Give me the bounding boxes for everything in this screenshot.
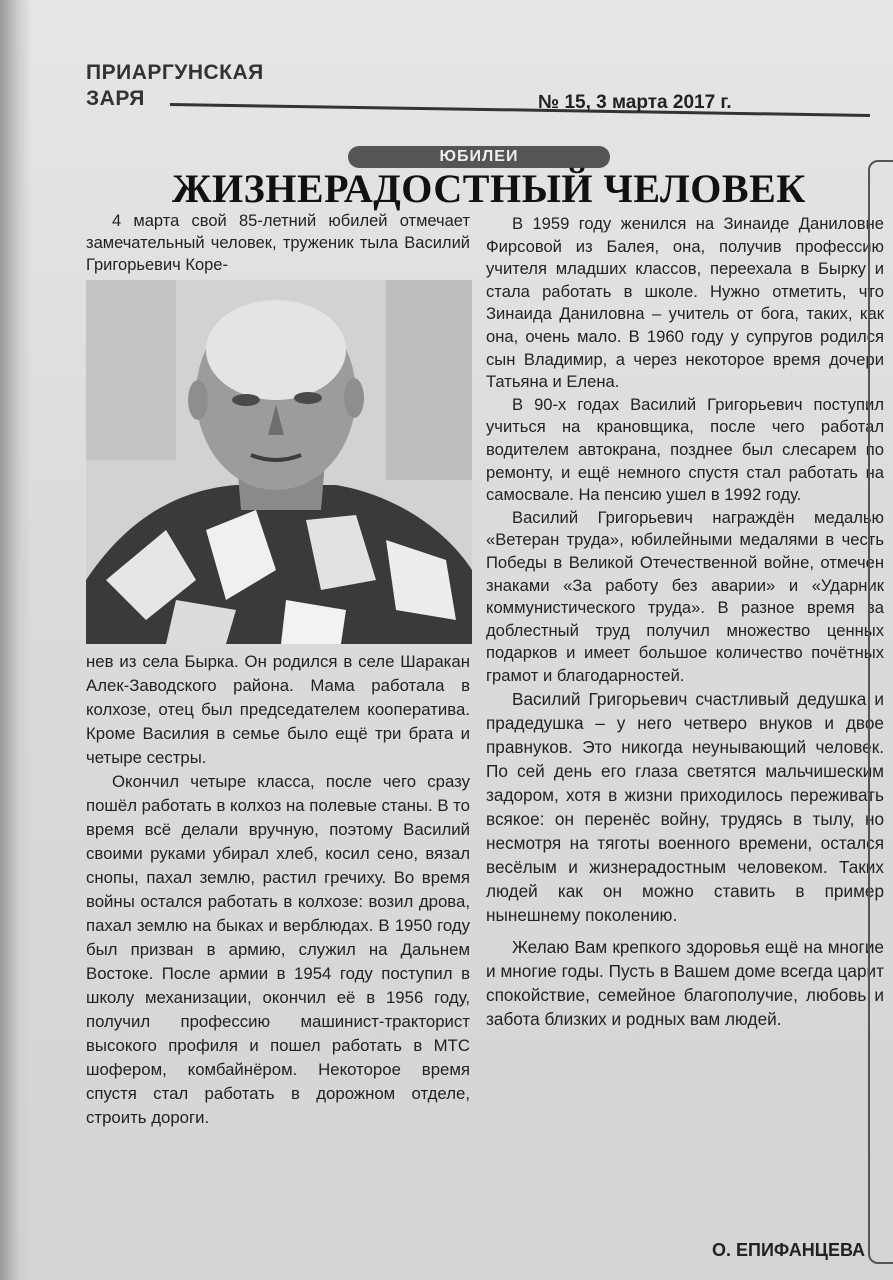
- paragraph: Василий Григорьевич счастливый дедушка и прадедушка – у него четверо внуков и двое правнуков. Это никогда неунывающий человек. По сей день его глаза светятся мальчишеским задором, хотя в жизни приходилось переживать всякое: он перенёс войну, трудясь в тылу, но несмотря на тяготы военного времени, остался весёлым и жизнерадостным человеком. Таких людей как он можно ставить в пример нынешнему поколению.: [486, 689, 884, 926]
- issue-date: № 15, 3 марта 2017 г.: [538, 92, 732, 113]
- portrait-image: [86, 280, 472, 644]
- column1-body: [86, 650, 470, 1130]
- paragraph: Желаю Вам крепкого здоровья ещё на многие и многие годы. Пусть в Вашем доме всегда царит спокойствие, семейное благополучие, любовь и забота близких и родных вам людей.: [486, 937, 884, 1030]
- page-edge-shadow: [0, 0, 32, 1280]
- section-rubric: ЮБИЛЕИ: [348, 146, 610, 168]
- paragraph: Василий Григорьевич награждён медалью «Ветеран труда», юбилейными медалями в честь Победы в Великой Отечественной войне, отмечен знаками «За работу без аварии» и «Ударник коммунистического труда». В разное время за доблестный труд получил множество ценных подарков и имеет большое количество почётных грамот и благодарностей.: [486, 507, 884, 685]
- column1-intro: [86, 210, 470, 277]
- portrait-photo: [86, 280, 472, 644]
- article-headline: ЖИЗНЕРАДОСТНЫЙ ЧЕЛОВЕК: [172, 166, 806, 211]
- paragraph: 4 марта свой 85-летний юбилей отмечает замечательный человек, труженик тыла Василий Григорьевич Коре-: [86, 212, 470, 275]
- adjacent-article-frame: [868, 160, 893, 1264]
- column2-body: [486, 213, 884, 1031]
- article-author: О. ЕПИФАНЦЕВА: [712, 1240, 866, 1260]
- paragraph: Окончил четыре класса, после чего сразу пошёл работать в колхоз на полевые станы. В то время всё делали вручную, поэтому Василий своими руками убирал хлеб, косил сено, вязал снопы, пахал землю, растил гречиху. Во время войны остался работать в колхозе: возил дрова, пахал землю на быках и верблюдах. В 1950 году был призван в армию, служил на Дальнем Востоке. После армии в 1954 году поступил в школу механизации, окончил её в 1956 году, получил профессию машинист-тракторист высокого профиля и пошел работать в МТС шофером, комбайнёром. Некоторое время спустя стал работать в дорожном отделе, строить дороги.: [86, 772, 471, 1127]
- masthead-line2: ЗАРЯ: [86, 87, 145, 110]
- paragraph: нев из села Бырка. Он родился в селе Шаракан Алек-Заводского района. Мама работала в колхозе, отец был председателем кооператива. Кроме Василия в семье было ещё три брата и четыре сестры.: [86, 652, 470, 767]
- paragraph: В 1959 году женился на Зинаиде Даниловне Фирсовой из Балея, она, получив профессию учителя младших классов, переехала в Бырку и стала работать в школе. Нужно отметить, что Зинаида Даниловна – учитель от бога, таких, как она, очень мало. В 1960 году у супругов родился сын Владимир, а через некоторое время дочери Татьяна и Елена.: [486, 214, 884, 392]
- paragraph: В 90-х годах Василий Григорьевич поступил учиться на крановщика, после чего работал водителем автокрана, позднее был слесарем по ремонту, и ещё немного спустя стал работать на самосвале. На пенсию ушел в 1992 году.: [486, 394, 884, 505]
- masthead-line1: ПРИАРГУНСКАЯ: [86, 61, 264, 84]
